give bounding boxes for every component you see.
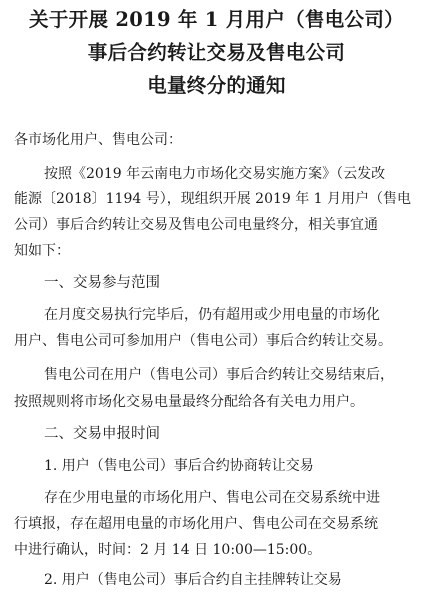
- paragraph-line: 中进行确认，时间：2 月 14 日 10:00—15:00。: [14, 542, 322, 558]
- item-heading: 1. 用户（售电公司）事后合约协商转让交易: [44, 458, 314, 474]
- salutation: 各市场化用户、售电公司：: [14, 132, 182, 148]
- item-heading: 2. 用户（售电公司）事后合约自主挂牌转让交易: [44, 572, 342, 588]
- title-line-3: 电量终分的通知: [147, 74, 286, 97]
- intro-line: 知如下：: [14, 243, 70, 259]
- intro-line: 能源〔2018〕1194 号），现组织开展 2019 年 1 月用户（售电: [14, 191, 412, 207]
- paragraph-line: 存在少用电量的市场化用户、售电公司在交易系统中进: [44, 490, 380, 506]
- section-heading: 二、交易申报时间: [44, 426, 160, 442]
- section-heading: 一、交易参与范围: [44, 275, 160, 291]
- paragraph-line: 售电公司在用户（售电公司）事后合约转让交易结束后，: [44, 367, 394, 383]
- paragraph-line: 行填报，存在超用电量的市场化用户、售电公司在交易系统: [14, 516, 378, 532]
- intro-line: 公司）事后合约转让交易及售电公司电量终分，相关事宜通: [14, 217, 378, 233]
- paragraph-line: 在月度交易执行完毕后，仍有超用或少用电量的市场化: [44, 307, 380, 323]
- title-line-1: 关于开展 2019 年 1 月用户（售电公司）: [29, 8, 404, 31]
- paragraph-line: 用户、售电公司可参加用户（售电公司）事后合约转让交易。: [14, 333, 392, 349]
- intro-line: 按照《2019 年云南电力市场化交易实施方案》（云发改: [44, 166, 386, 182]
- title-line-2: 事后合约转让交易及售电公司: [87, 41, 346, 64]
- paragraph-line: 按照规则将市场化交易电量最终分配给各有关电力用户。: [14, 394, 364, 410]
